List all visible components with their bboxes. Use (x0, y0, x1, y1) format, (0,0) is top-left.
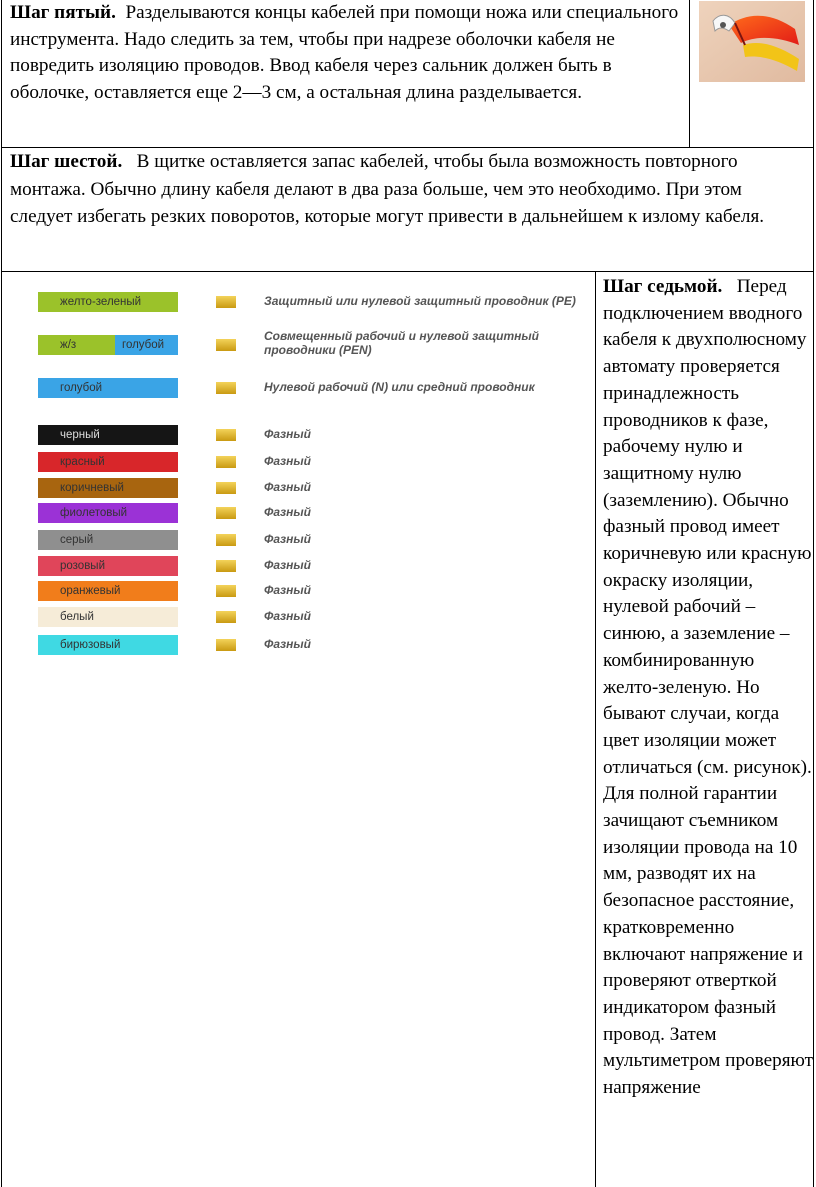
wire-insulation: черный (38, 425, 178, 445)
copper-conductor (216, 560, 236, 572)
wire-color-chart (2, 272, 594, 692)
wire-purpose-label: Фазный (264, 558, 311, 572)
step-seven-row (1, 272, 814, 1187)
copper-conductor (216, 296, 236, 308)
step-six-row (1, 148, 814, 272)
wire-purpose-label: Фазный (264, 637, 311, 651)
wire-insulation: желто-зеленый (38, 292, 178, 312)
step-five-heading: Шаг пятый. (10, 2, 116, 23)
copper-conductor (216, 382, 236, 394)
copper-conductor (216, 507, 236, 519)
step-five-row (1, 0, 814, 148)
wire-insulation: оранжевый (38, 581, 178, 601)
step-seven-paragraph (603, 274, 813, 1102)
wire-purpose-label: Фазный (264, 609, 311, 623)
copper-conductor (216, 456, 236, 468)
wire-purpose-label: Защитный или нулевой защитный проводник (PE) (264, 294, 576, 308)
cell-divider (595, 272, 596, 1187)
wire-color-name: голубой (122, 339, 165, 351)
step-seven-body: Перед подключением вводного кабеля к двухполюсному автомату проверяется принадлежность проводников к фазе, рабочему нулю и защитному нулю (заземлению). Обычно фазный провод имеет коричневую или красную окраску изоляции, нулевой рабочий – синюю, а заземление – комбинированную желто-зеленую. Но бывают случаи, когда цвет изоляции может отличаться (см. рисунок). Для полной гарантии зачищают съемником изоляции провода на 10 мм, разводят их на безопасное расстояние, кратковременно включают напряжение и проверяют отверткой индикатором фазный провод. Затем мультиметром проверяют напряжение (603, 276, 813, 1099)
wire-purpose-label: Фазный (264, 454, 311, 468)
cable-stripper-photo (699, 1, 805, 82)
wire-insulation: розовый (38, 556, 178, 576)
copper-conductor (216, 585, 236, 597)
copper-conductor (216, 534, 236, 546)
copper-conductor (216, 482, 236, 494)
copper-conductor (216, 339, 236, 351)
wire-insulation (38, 335, 178, 355)
wire-insulation: серый (38, 530, 178, 550)
wire-purpose-label: Совмещенный рабочий и нулевой защитный проводники (PEN) (264, 329, 540, 357)
step-six-paragraph (10, 148, 808, 231)
wire-insulation: голубой (38, 378, 178, 398)
step-five-paragraph (10, 0, 685, 106)
step-five-body: Разделываются концы кабелей при помощи ножа или специального инструмента. Надо следить за тем, чтобы при надрезе оболочки кабеля не повредить изоляцию проводов. Ввод кабеля через сальник должен быть в оболочке, оставляется еще 2—3 см, а остальная длина разделывается. (10, 2, 679, 103)
copper-conductor (216, 639, 236, 651)
wire-purpose-label: Фазный (264, 505, 311, 519)
wire-purpose-label: Фазный (264, 427, 311, 441)
wire-insulation: белый (38, 607, 178, 627)
cell-divider (689, 0, 690, 147)
wire-insulation: фиолетовый (38, 503, 178, 523)
step-six-heading: Шаг шестой. (10, 151, 123, 172)
copper-conductor (216, 429, 236, 441)
wire-purpose-label: Фазный (264, 480, 311, 494)
step-six-body: В щитке оставляется запас кабелей, чтобы была возможность повторного монтажа. Обычно длину кабеля делают в два раза больше, чем это необходимо. При этом следует избегать резких поворотов, которые могут привести в дальнейшем к излому кабеля. (10, 151, 765, 227)
wire-insulation: коричневый (38, 478, 178, 498)
wire-insulation: красный (38, 452, 178, 472)
step-seven-heading: Шаг седьмой. (603, 276, 723, 297)
wire-insulation: бирюзовый (38, 635, 178, 655)
wire-purpose-label: Нулевой рабочий (N) или средний проводник (264, 380, 535, 394)
wire-purpose-label: Фазный (264, 532, 311, 546)
wire-color-name: ж/з (60, 339, 77, 351)
copper-conductor (216, 611, 236, 623)
wire-purpose-label: Фазный (264, 583, 311, 597)
